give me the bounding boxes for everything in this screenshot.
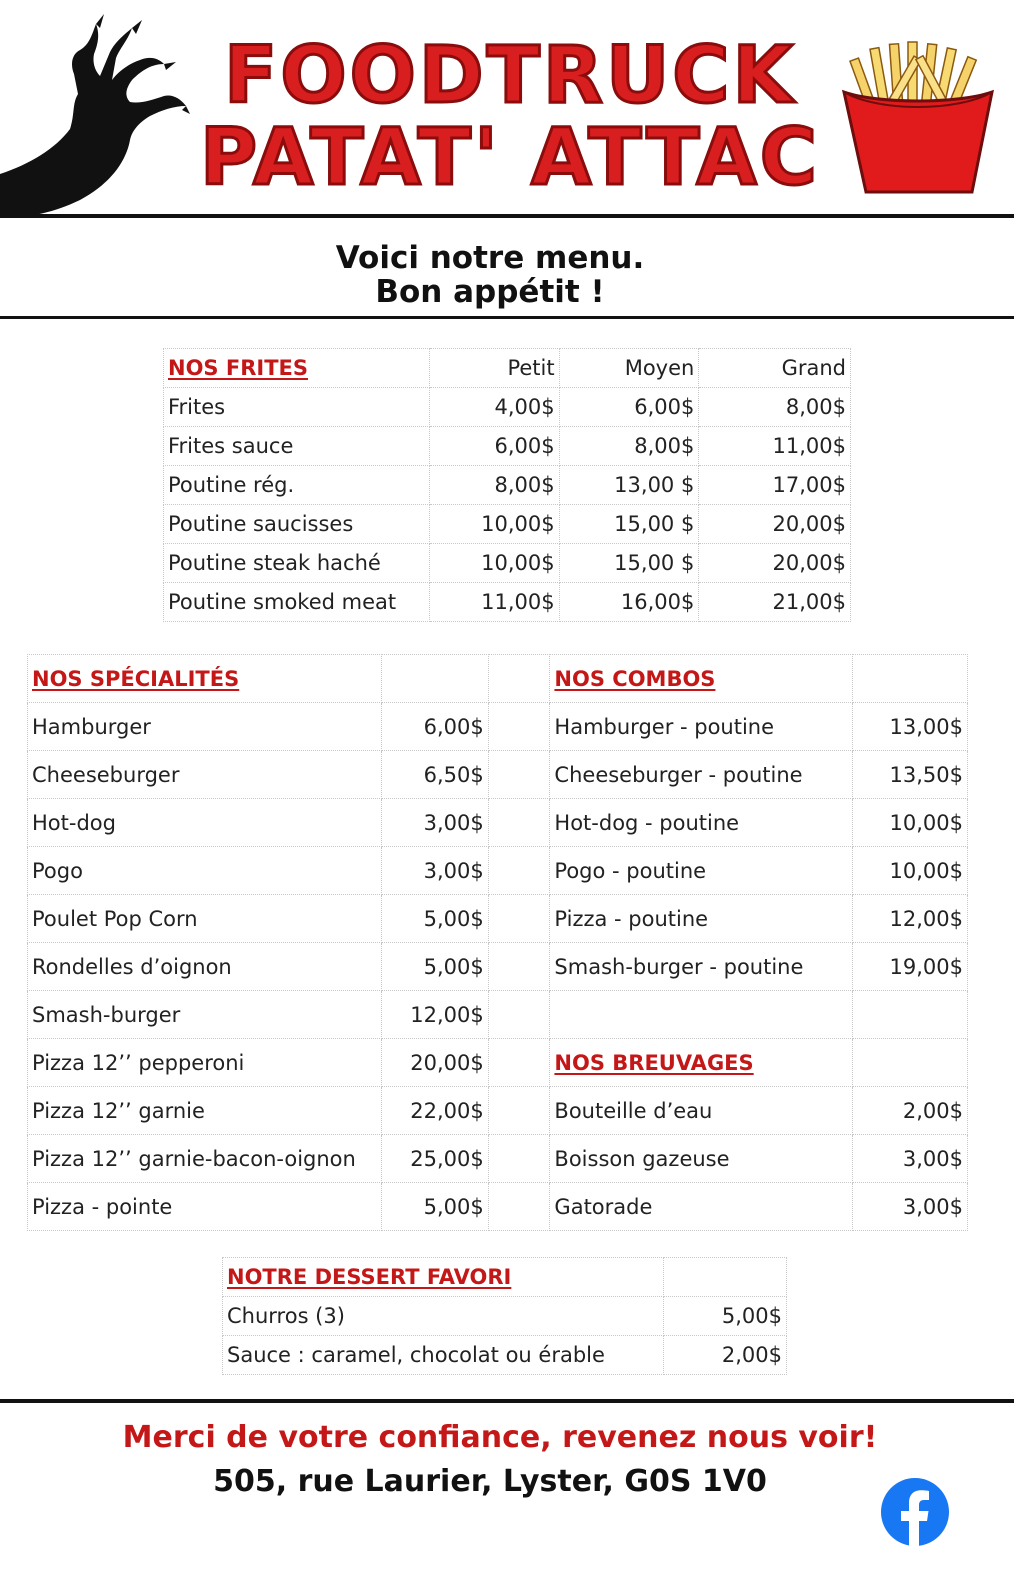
item-name: Smash-burger [28,991,382,1039]
price-grand: 8,00$ [699,388,851,427]
item-price: 2,00$ [664,1336,787,1375]
spacer-cell [488,655,550,703]
item-name: Hot-dog - poutine [550,799,853,847]
empty-cell [853,655,968,703]
item-price: 25,00$ [381,1135,488,1183]
section-title [164,349,430,388]
item-name: Cheeseburger [28,751,382,799]
item-name: Pizza - poutine [550,895,853,943]
item-price: 6,00$ [381,703,488,751]
item-price: 3,00$ [381,799,488,847]
section-title [28,655,382,703]
thanks-message: Merci de votre confiance, revenez nous voir! [122,1420,878,1455]
price-petit: 8,00$ [429,466,559,505]
item-name: Hamburger [28,703,382,751]
intro-line1: Voici notre menu. [335,240,645,276]
item-price: 10,00$ [853,799,968,847]
table-row [28,655,968,703]
item-name: Poulet Pop Corn [28,895,382,943]
intro-line2: Bon appétit ! [375,274,605,310]
item-name: Sauce : caramel, chocolat ou érable [223,1336,664,1375]
item-price: 3,00$ [853,1135,968,1183]
fries-title: NOS FRITES [168,356,308,380]
column-header: Petit [429,349,559,388]
item-name: Cheeseburger - poutine [550,751,853,799]
item-price: 5,00$ [381,1183,488,1231]
item-name: Pizza - pointe [28,1183,382,1231]
table-row [28,1135,968,1183]
item-price: 19,00$ [853,943,968,991]
item-name: Gatorade [550,1183,853,1231]
table-row [28,1039,968,1087]
combos-title: NOS COMBOS [554,666,716,691]
table-row [28,943,968,991]
table-row [28,895,968,943]
price-grand: 11,00$ [699,427,851,466]
column-header: Moyen [559,349,699,388]
table-row [223,1297,787,1336]
header-divider [0,214,1014,218]
empty-cell [550,991,853,1039]
spacer-cell [488,703,550,751]
spacer-cell [488,991,550,1039]
fries-illustration [838,40,998,200]
item-name: Pizza 12’’ garnie [28,1087,382,1135]
table-row [28,1183,968,1231]
table-row [28,751,968,799]
item-price: 3,00$ [853,1183,968,1231]
price-moyen: 13,00 $ [559,466,699,505]
item-name: Pogo - poutine [550,847,853,895]
item-price: 13,50$ [853,751,968,799]
item-name: Rondelles d’oignon [28,943,382,991]
price-grand: 20,00$ [699,544,851,583]
spacer-cell [488,1135,550,1183]
price-grand: 20,00$ [699,505,851,544]
empty-cell [853,991,968,1039]
item-price: 3,00$ [381,847,488,895]
column-header: Grand [699,349,851,388]
item-name: Pizza 12’’ garnie-bacon-oignon [28,1135,382,1183]
spacer-cell [488,799,550,847]
item-price: 13,00$ [853,703,968,751]
price-moyen: 15,00 $ [559,544,699,583]
spacer-cell [488,847,550,895]
table-row [28,703,968,751]
price-moyen: 6,00$ [559,388,699,427]
item-name: Poutine saucisses [164,505,430,544]
brand-title-line2: PATAT' ATTAC [199,113,821,203]
table-row [164,505,851,544]
item-name: Pogo [28,847,382,895]
price-moyen: 8,00$ [559,427,699,466]
empty-cell [853,1039,968,1087]
table-row [28,799,968,847]
price-petit: 11,00$ [429,583,559,622]
price-grand: 17,00$ [699,466,851,505]
table-row [28,991,968,1039]
item-price: 22,00$ [381,1087,488,1135]
dessert-table [222,1257,787,1375]
intro-divider [0,316,1014,319]
item-name: Bouteille d’eau [550,1087,853,1135]
price-petit: 10,00$ [429,505,559,544]
item-price: 20,00$ [381,1039,488,1087]
item-name: Poutine rég. [164,466,430,505]
table-row [164,466,851,505]
item-name: Boisson gazeuse [550,1135,853,1183]
section-title [550,655,853,703]
specialties-combos-table [27,654,968,1231]
price-petit: 10,00$ [429,544,559,583]
spacer-cell [488,1039,550,1087]
section-title [550,1039,853,1087]
fries-header-row [164,349,851,388]
item-name: Smash-burger - poutine [550,943,853,991]
facebook-icon[interactable] [880,1477,950,1547]
item-price: 5,00$ [381,943,488,991]
item-name: Pizza 12’’ pepperoni [28,1039,382,1087]
table-row [223,1258,787,1297]
spacer-cell [488,1087,550,1135]
price-grand: 21,00$ [699,583,851,622]
table-row [28,847,968,895]
spacer-cell [488,1183,550,1231]
item-name: Poutine smoked meat [164,583,430,622]
table-row [164,544,851,583]
table-row [223,1336,787,1375]
table-row [28,1087,968,1135]
table-row [164,583,851,622]
address: 505, rue Laurier, Lyster, G0S 1V0 [213,1464,767,1499]
item-price: 2,00$ [853,1087,968,1135]
item-price: 12,00$ [853,895,968,943]
price-moyen: 16,00$ [559,583,699,622]
section-title [223,1258,664,1297]
empty-cell [381,655,488,703]
spacer-cell [488,751,550,799]
specialties-title: NOS SPÉCIALITÉS [32,666,240,691]
item-price: 5,00$ [664,1297,787,1336]
beverages-title: NOS BREUVAGES [554,1050,754,1075]
item-name: Frites [164,388,430,427]
price-petit: 4,00$ [429,388,559,427]
empty-cell [664,1258,787,1297]
item-price: 5,00$ [381,895,488,943]
monster-hand-illustration [0,14,190,219]
price-moyen: 15,00 $ [559,505,699,544]
item-name: Hamburger - poutine [550,703,853,751]
item-price: 6,50$ [381,751,488,799]
fries-table [163,348,851,622]
spacer-cell [488,943,550,991]
spacer-cell [488,895,550,943]
brand-title-line1: FOODTRUCK [224,31,796,121]
table-row [164,388,851,427]
footer-divider [0,1399,1014,1403]
item-price: 10,00$ [853,847,968,895]
dessert-title: NOTRE DESSERT FAVORI [227,1265,512,1289]
item-name: Churros (3) [223,1297,664,1336]
table-row [164,427,851,466]
item-price: 12,00$ [381,991,488,1039]
item-name: Frites sauce [164,427,430,466]
price-petit: 6,00$ [429,427,559,466]
item-name: Poutine steak haché [164,544,430,583]
item-name: Hot-dog [28,799,382,847]
